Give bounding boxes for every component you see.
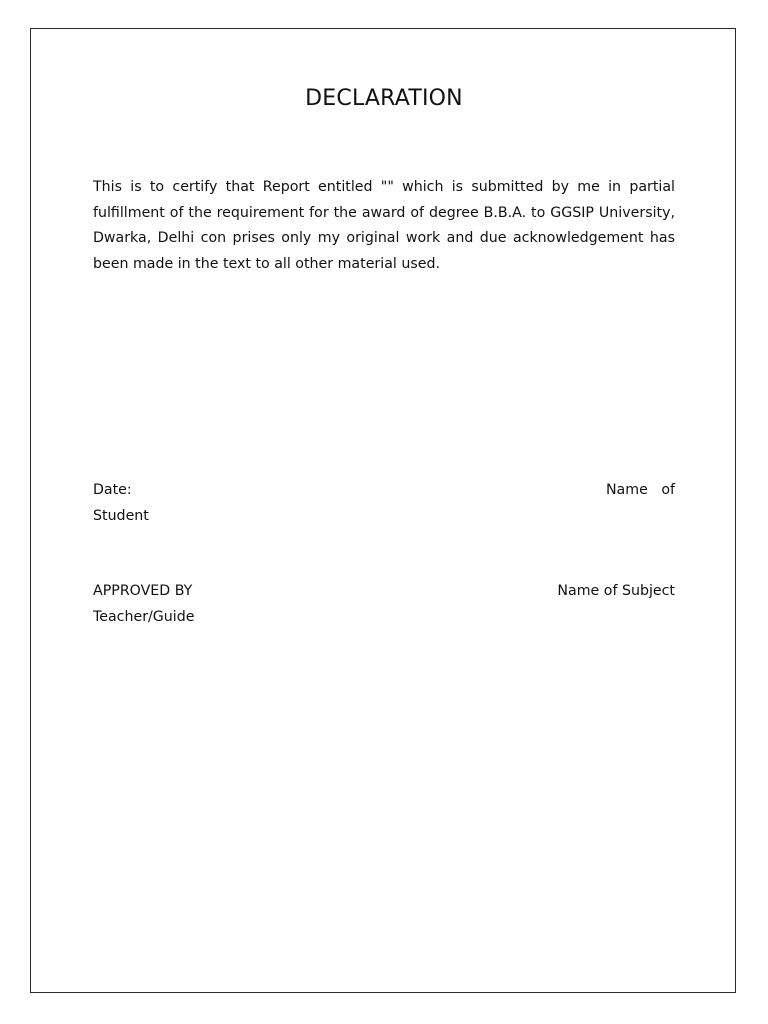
- page-title: DECLARATION: [305, 86, 463, 111]
- student-label: Student: [93, 507, 149, 524]
- date-label: Date:: [93, 482, 132, 498]
- name-of-subject-label: Name of Subject: [557, 583, 675, 599]
- approved-by-label: APPROVED BY: [93, 583, 193, 599]
- name-of-label: Name of: [605, 482, 675, 498]
- declaration-paragraph: This is to certify that Report entitled "" which is submitted by me in partial fulfillment of the requirement for the award of degree B.B.A. to GGSIP University, Dwarka, Delhi con prises only my original work and due acknowledgement has been made in the text to all other material used.: [93, 179, 675, 272]
- teacher-guide-label: Teacher/Guide: [93, 608, 195, 625]
